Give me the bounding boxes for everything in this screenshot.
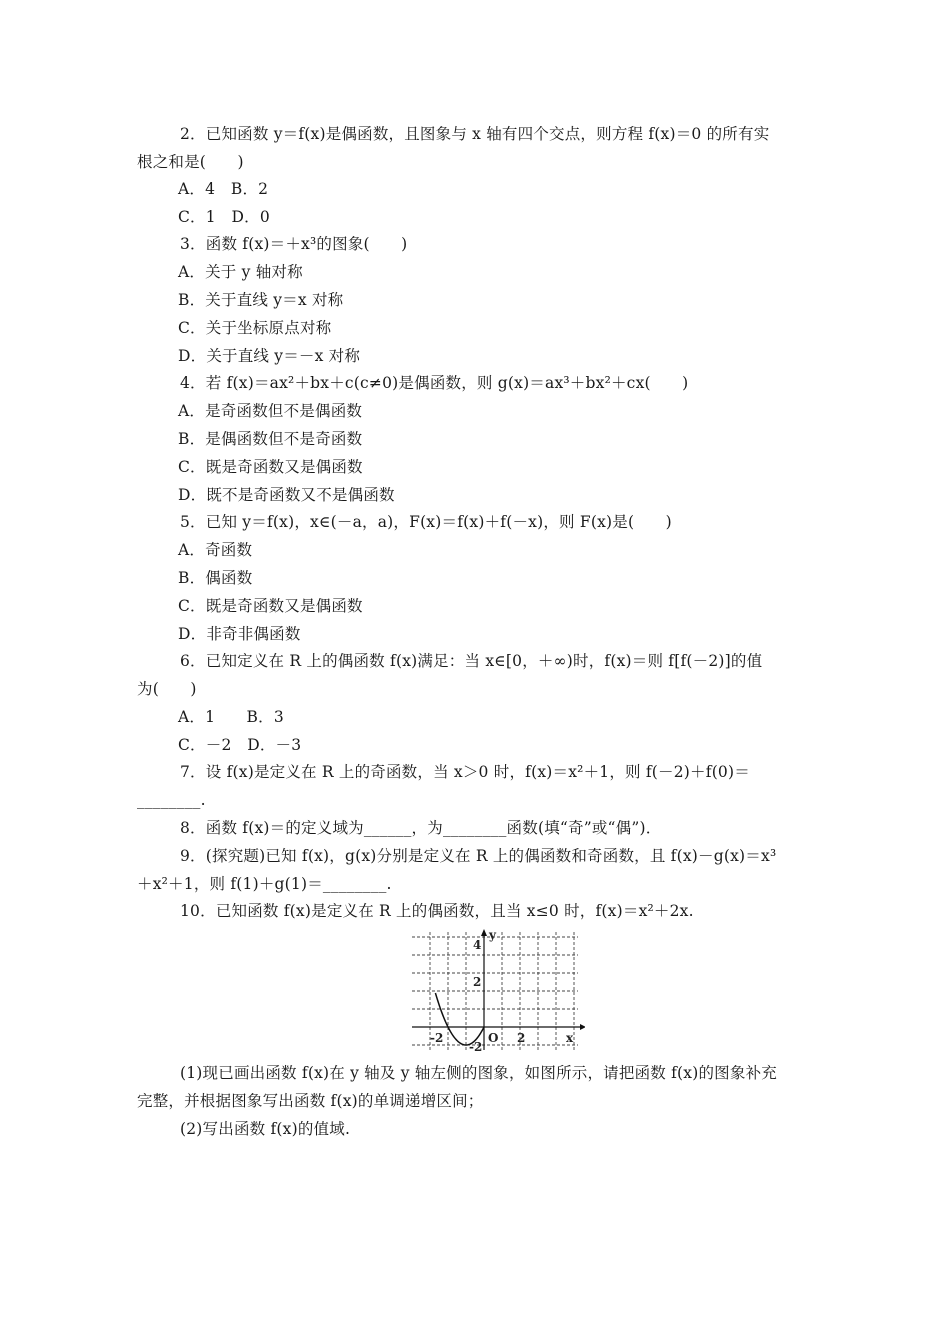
q7-blank: ________. [137,791,206,809]
q3-option-a: A．关于 y 轴对称 [178,263,303,281]
q2-stem: 2．已知函数 y＝f(x)是偶函数，且图象与 x 轴有四个交点，则方程 f(x)＝0 的所有实 [180,125,770,143]
y-tick-2: 2 [473,975,482,989]
q5-option-c: C．既是奇函数又是偶函数 [178,597,363,615]
x-axis-label: x [566,1031,574,1045]
q9-stem-cont: ＋x²＋1，则 f(1)＋g(1)＝________. [137,875,392,893]
y-axis-arrow [481,929,487,936]
y-tick-neg2: -2 [469,1040,483,1053]
q7-stem: 7．设 f(x)是定义在 R 上的奇函数，当 x＞0 时，f(x)＝x²＋1，则 f(－2)＋f(0)＝ [180,763,750,781]
q9-stem: 9．(探究题)已知 f(x)，g(x)分别是定义在 R 上的偶函数和奇函数，且 f(x)－g(x)＝x³ [180,847,777,865]
q2-stem-cont: 根之和是( ) [137,153,244,171]
q5-stem: 5．已知 y＝f(x)，x∈(－a，a)，F(x)＝f(x)＋f(－x)，则 F(x)是( ) [180,513,672,531]
q10-stem: 10．已知函数 f(x)是定义在 R 上的偶函数，且当 x≤0 时，f(x)＝x²＋2x. [180,902,694,920]
y-axis-label: y [489,928,496,942]
q5-option-b: B．偶函数 [178,569,253,587]
q3-option-c: C．关于坐标原点对称 [178,319,332,337]
q10-part1: (1)现已画出函数 f(x)在 y 轴及 y 轴左侧的图象，如图所示，请把函数 f(x)的图象补充 [180,1064,777,1082]
x-axis-arrow [580,1024,585,1030]
q4-option-d: D．既不是奇函数又不是偶函数 [178,486,395,504]
q10-part2: (2)写出函数 f(x)的值域. [180,1120,351,1138]
q3-option-d: D．关于直线 y＝－x 对称 [178,347,361,365]
q6-options-ab: A．1 B．3 [178,708,284,726]
function-graph-svg [410,928,585,1053]
q6-stem: 6．已知定义在 R 上的偶函数 f(x)满足：当 x∈[0，＋∞)时，f(x)＝则 f[f(－2)]的值 [180,652,763,670]
q4-option-b: B．是偶函数但不是奇函数 [178,430,363,448]
q4-stem: 4．若 f(x)＝ax²＋bx＋c(c≠0)是偶函数，则 g(x)＝ax³＋bx²＋cx( ) [180,374,689,392]
q3-option-b: B．关于直线 y＝x 对称 [178,291,344,309]
q3-stem: 3．函数 f(x)＝＋x³的图象( ) [180,235,408,253]
q10-part1-cont: 完整，并根据图象写出函数 f(x)的单调递增区间； [137,1092,484,1110]
y-tick-4: 4 [473,938,482,952]
q5-option-d: D．非奇非偶函数 [178,625,301,643]
q4-option-c: C．既是奇函数又是偶函数 [178,458,363,476]
q2-options-cd: C．1 D．0 [178,208,270,226]
x-tick-neg2: -2 [430,1031,444,1045]
q4-option-a: A．是奇函数但不是偶函数 [178,402,363,420]
x-tick-2: 2 [517,1031,526,1045]
q6-options-cd: C．－2 D．－3 [178,736,302,754]
q8-stem: 8．函数 f(x)＝的定义域为______，为________函数(填“奇”或“偶”)． [180,819,662,837]
q6-stem-cont: 为( ) [137,680,197,698]
origin-label: O [488,1031,499,1045]
q5-option-a: A．奇函数 [178,541,253,559]
function-graph-figure [410,928,585,1053]
q2-options-ab: A．4 B．2 [178,180,269,198]
